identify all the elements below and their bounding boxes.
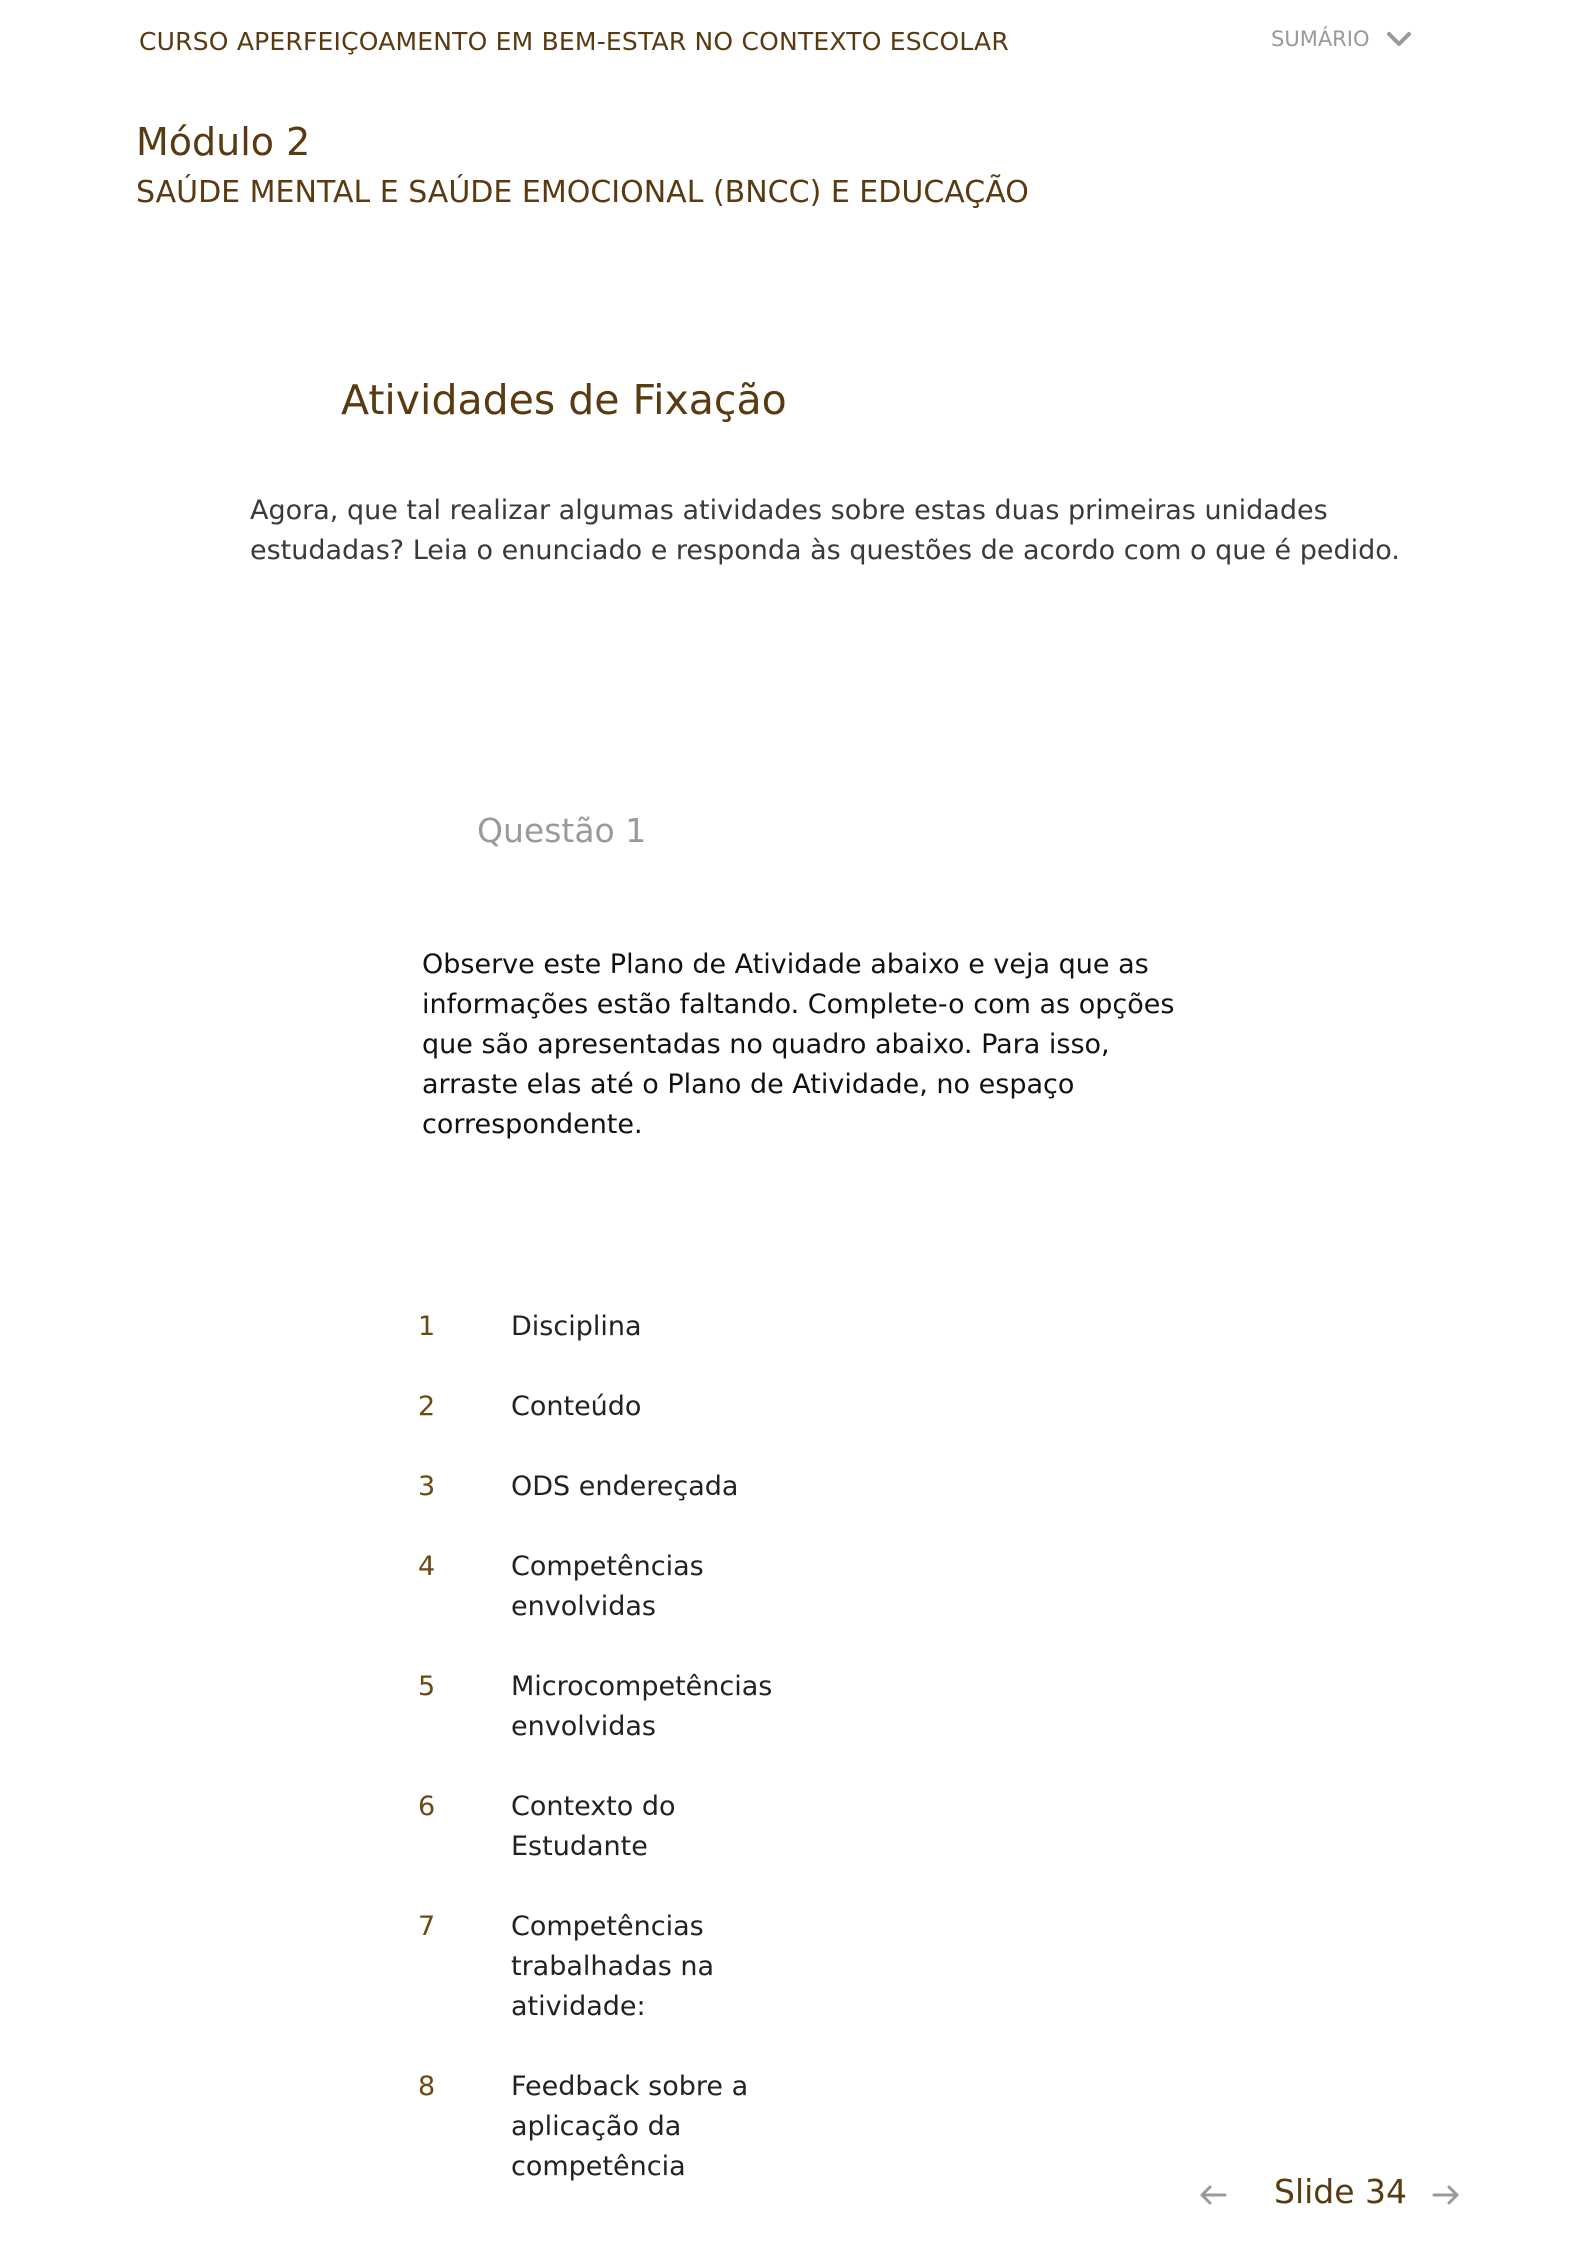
option-number: 5 [418, 1671, 436, 1702]
option-item[interactable] [418, 1667, 871, 1747]
option-item[interactable] [418, 1467, 871, 1507]
module-number: Módulo 2 [136, 120, 311, 164]
option-number: 6 [418, 1791, 436, 1822]
option-label: ODS endereçada [511, 1471, 739, 1502]
option-label: Competências trabalhadas na atividade: [511, 1911, 715, 2022]
option-item[interactable] [418, 1387, 871, 1427]
option-number: 4 [418, 1551, 436, 1582]
arrow-left-icon[interactable] [1198, 2183, 1228, 2207]
toc-label: SUMÁRIO [1271, 27, 1370, 51]
course-title: CURSO APERFEIÇOAMENTO EM BEM-ESTAR NO CONTEXTO ESCOLAR [139, 27, 1009, 56]
question-label: Questão 1 [477, 811, 647, 850]
option-number: 8 [418, 2071, 436, 2102]
slide-number: Slide 34 [1274, 2172, 1408, 2211]
option-list [418, 1307, 871, 2227]
section-title: Atividades de Fixação [341, 376, 787, 424]
option-item[interactable] [418, 1787, 871, 1867]
module-subtitle: SAÚDE MENTAL E SAÚDE EMOCIONAL (BNCC) E EDUCAÇÃO [136, 175, 1029, 210]
option-label: Conteúdo [511, 1391, 642, 1422]
question-text: Observe este Plano de Atividade abaixo e veja que as informações estão faltando. Complete-o com as opções que são apresentadas no quadro abaixo. Para isso, arraste elas até o Plano de Atividade, no espaço correspondente. [422, 949, 1175, 1140]
option-label: Feedback sobre a aplicação da competência [511, 2071, 749, 2182]
intro-text: Agora, que tal realizar algumas atividades sobre estas duas primeiras unidades estudadas? Leia o enunciado e responda às questões de acordo com o que é pedido. [250, 495, 1400, 566]
option-label: Competências envolvidas [511, 1551, 704, 1622]
option-label: Disciplina [511, 1311, 642, 1342]
arrow-right-icon[interactable] [1431, 2183, 1461, 2207]
option-item[interactable] [418, 2067, 871, 2187]
option-item[interactable] [418, 1307, 871, 1347]
option-number: 1 [418, 1311, 436, 1342]
toc-toggle[interactable] [1271, 27, 1412, 51]
chevron-down-icon [1386, 30, 1412, 48]
option-number: 2 [418, 1391, 436, 1422]
option-item[interactable] [418, 1907, 871, 2027]
option-number: 3 [418, 1471, 436, 1502]
option-label: Contexto do Estudante [511, 1791, 676, 1862]
option-label: Microcompetências envolvidas [511, 1671, 773, 1742]
option-number: 7 [418, 1911, 436, 1942]
option-item[interactable] [418, 1547, 871, 1627]
